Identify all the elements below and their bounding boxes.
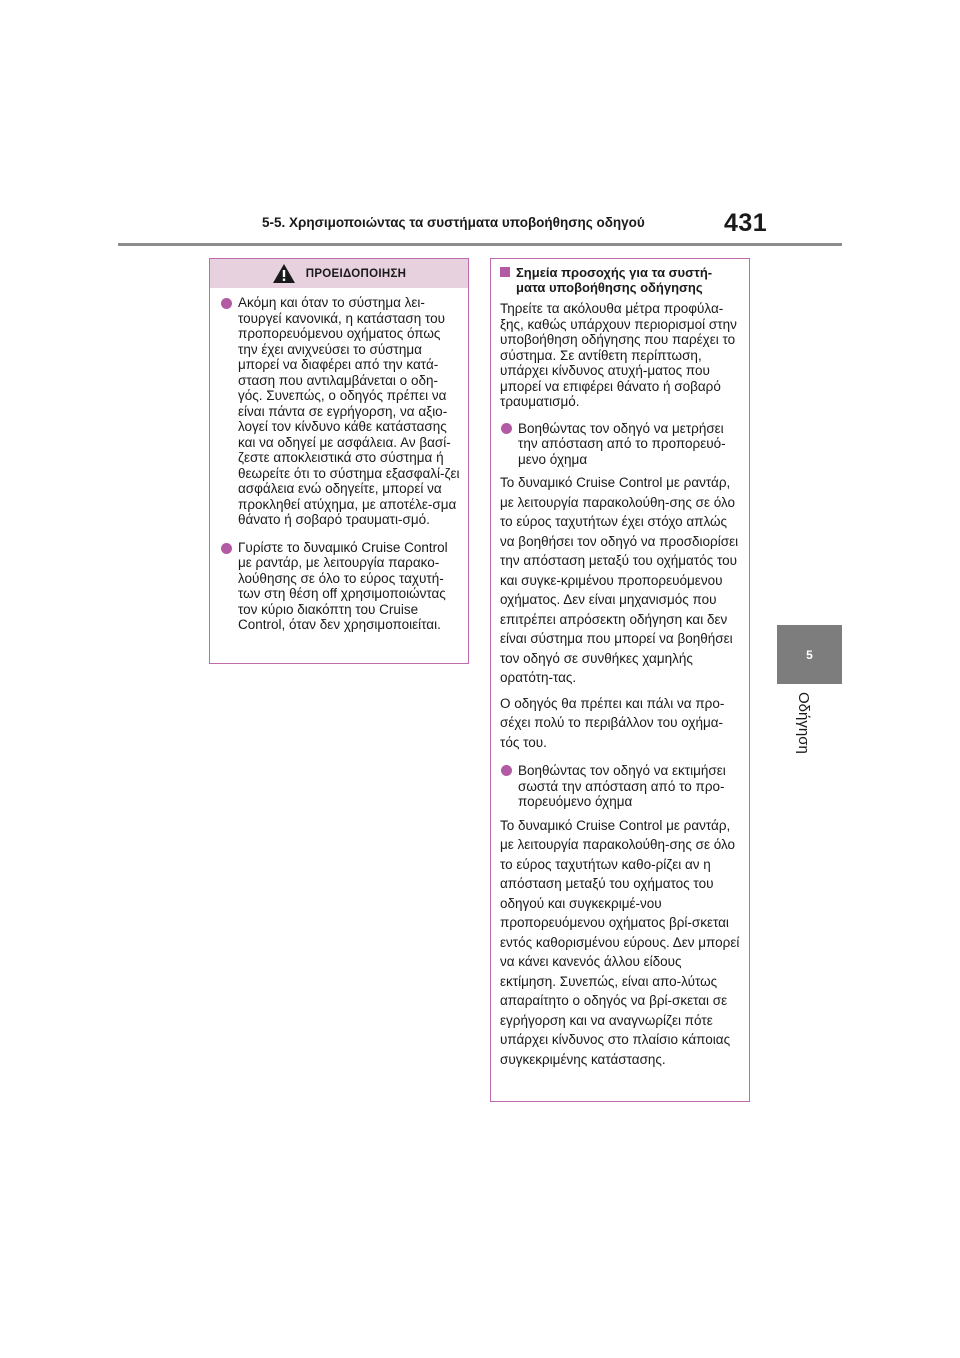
notice-title-text: Σημεία προσοχής για τα συστή-ματα υποβοήθησης οδήγησης <box>516 265 713 295</box>
chapter-label: Οδήγηση <box>795 692 812 754</box>
notice-paragraph: Το δυναμικό Cruise Control με ραντάρ, με λειτουργία παρακολούθη-σης σε όλο το εύρος ταχυτήτων έχει στόχο απλώς να βοηθήσει τον οδηγό να προσδιορίσει την απόσταση μεταξύ του οχήματός του και συγκε-κριμένου προπορευόμενου οχήματος. Δεν είναι μηχανισμός που επιτρέπει απρόσεκτη οδήγηση και δεν είναι σύστημα που μπορεί να βοηθήσει τον οδηγό σε συνθήκες χαμηλής ορατότη-τας. <box>500 475 739 685</box>
notice-intro: Τηρείτε τα ακόλουθα μέτρα προφύλα-ξης, καθώς υπάρχουν περιορισμοί στην υποβοήθηση οδήγησης που παρέχει το σύστημα. Σε αντίθετη περίπτωση, υπάρχει κίνδυνος ατυχή-ματος που μπορεί να επιφέρει θάνατο ή σοβαρό τραυματισμό. <box>500 301 737 409</box>
chapter-tab[interactable] <box>777 625 842 684</box>
notice-item-heading-text: Βοηθώντας τον οδηγό να μετρήσει την απόσταση από το προπορευό-μενο όχημα <box>518 420 726 467</box>
warning-header <box>210 259 468 288</box>
bullet-dot-icon <box>501 423 512 434</box>
warning-item-text: Ακόμη και όταν το σύστημα λει-τουργεί κανονικά, η κατάσταση του προπορευόμενου οχήματος όπως την έχει ανιχνεύσει το σύστημα μπορεί να διαφέρει από την κατά-σταση που αντιλαμβάνεται ο οδη-γός. Συνεπώς, ο οδηγός πρέπει να είναι πάντα σε εγρήγορση, να αξιο-λογεί τον κίνδυνο κάθε κατάστασης και να οδηγεί με ασφάλεια. Αν βασί-ζεστε αποκλειστικά στο σύστημα ή θεωρείτε ότι το σύστημα εξασφαλί-ζει ασφάλεια ενώ οδηγείτε, μπορεί να προκληθεί ατύχημα, με αποτέλε-σμα θάνατο ή σοβαρό τραυματι-σμό. <box>238 295 460 527</box>
notice-paragraph: Ο οδηγός θα πρέπει και πάλι να προ-σέχει πολύ το περιβάλλον του οχήμα-τός του. <box>500 695 725 750</box>
notice-item-heading <box>500 763 741 810</box>
notice-paragraph: Το δυναμικό Cruise Control με ραντάρ, με λειτουργία παρακολούθη-σης σε όλο το εύρος ταχυτήτων καθο-ρίζει αν η απόσταση μεταξύ του οχήματος του οδηγού και συγκεκριμέ-νου προπορευόμενου οχήματος βρί-σκεται εντός καθορισμένου εύρους. Δεν μπορεί να κάνει κανενός άλλου είδους εκτίμηση. Συνεπώς, είναι απο-λύτως απαραίτητο ο οδηγός να βρί-σκεται σε εγρήγορση και να αναγνωρίζει πότε υπάρχει κίνδυνος στο πλαίσιο κάποιας συγκεκριμένης κατάστασης. <box>500 817 740 1067</box>
warning-item-text: Γυρίστε το δυναμικό Cruise Control με ραντάρ, με λειτουργία παρακο-λούθησης σε όλο το εύρος ταχυτή-των στη θέση off χρησιμοποιώντας τον κύριο διακόπτη του Cruise Control, όταν δεν χρησιμοποιείται. <box>238 539 448 632</box>
warning-triangle-icon <box>272 263 296 284</box>
warning-item <box>220 540 460 633</box>
notice-item-heading-text: Βοηθώντας τον οδηγό να εκτιμήσει σωστά την απόσταση από το προ-πορευόμενο όχημα <box>518 763 726 809</box>
warning-item <box>220 295 460 528</box>
notice-item-heading <box>500 421 741 468</box>
bullet-dot-icon <box>221 298 232 309</box>
square-bullet-icon <box>500 267 510 277</box>
chapter-number: 5 <box>806 647 813 662</box>
warning-box <box>209 258 469 664</box>
header-divider <box>118 243 842 246</box>
page-number: 431 <box>724 209 768 237</box>
warning-title: ΠΡΟΕΙΔΟΠΟΙΗΣΗ <box>305 267 407 280</box>
notice-box <box>490 258 750 1102</box>
section-title: 5-5. Χρησιμοποιώντας τα συστήματα υποβοήθησης οδηγού <box>262 215 645 230</box>
bullet-dot-icon <box>501 765 512 776</box>
notice-title <box>500 265 741 295</box>
bullet-dot-icon <box>221 543 232 554</box>
